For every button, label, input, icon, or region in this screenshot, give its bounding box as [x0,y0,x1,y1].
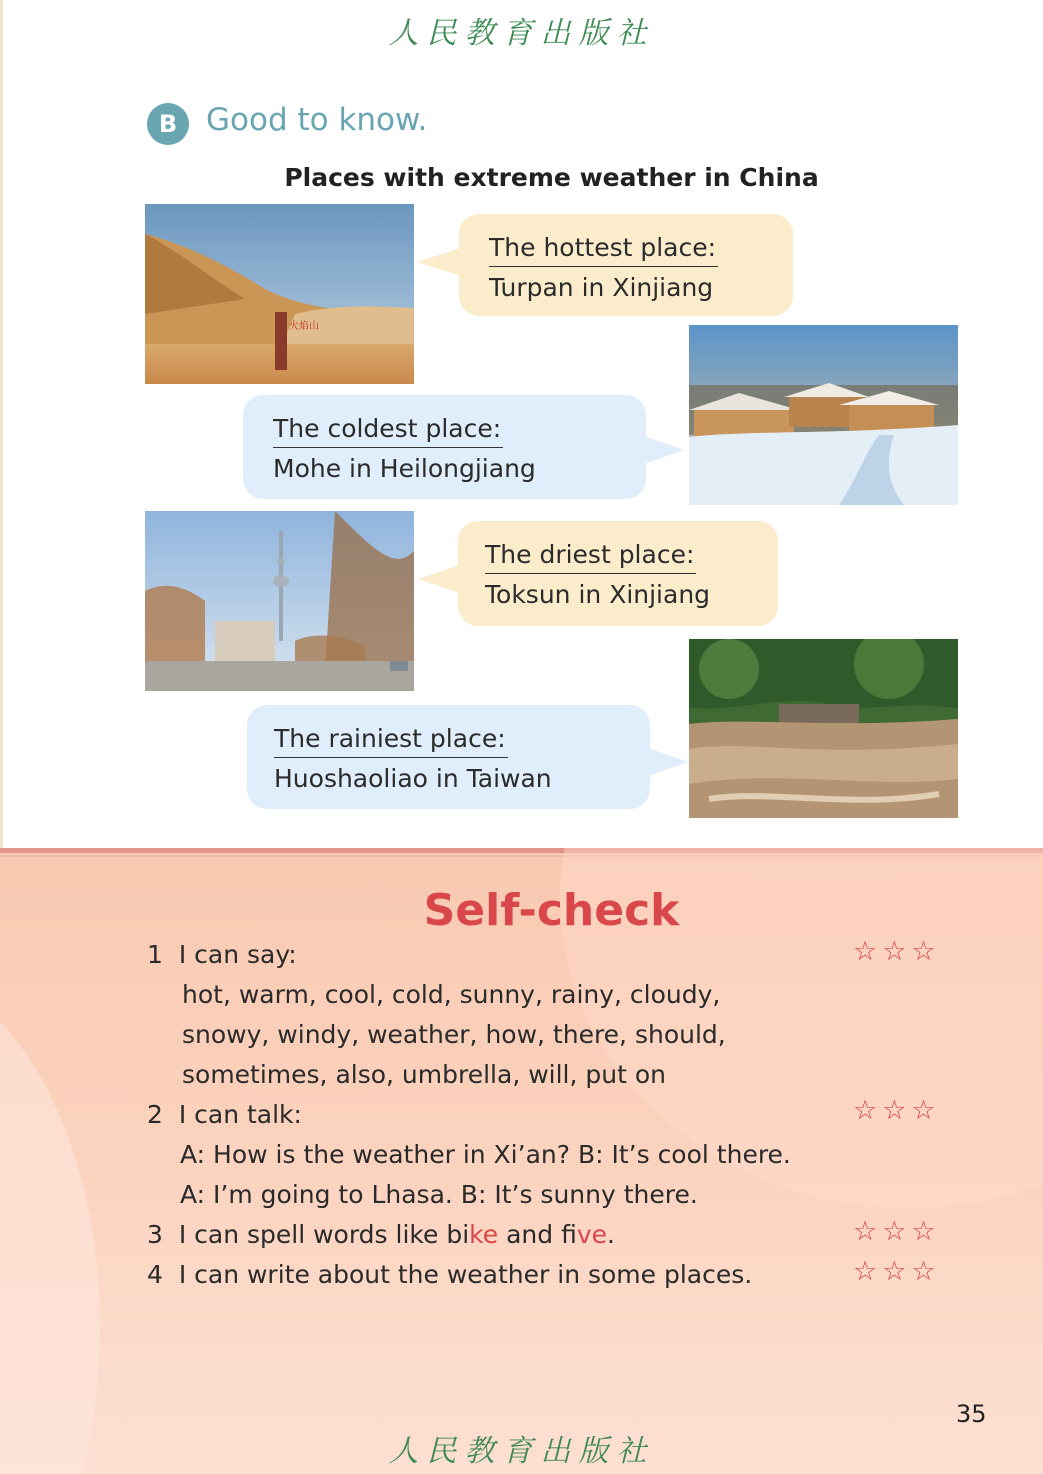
self-check-item-1 [147,935,297,975]
section-subtitle: Places with extreme weather in China [284,163,819,192]
speech-bubble-driest [458,521,778,626]
item-text: I can talk: [178,1100,302,1129]
dialogue-line: A: How is the weather in Xi’an? B: It’s cool there. [180,1140,791,1169]
bubble-place: Turpan in Xinjiang [489,273,714,302]
bubble-tail [644,436,684,464]
self-check-item-3 [147,1215,615,1255]
speech-bubble-hottest [459,214,793,316]
snow-village-photo [689,325,958,505]
bubble-label: The hottest place: [489,230,718,267]
item-sub-line: snowy, windy, weather, how, there, should, [182,1020,726,1049]
item-text: I can say: [178,940,297,969]
star-rating-3[interactable]: ☆☆☆ [853,1216,941,1247]
self-check-item-4 [147,1255,752,1295]
item-text: I can write about the weather in some places. [178,1260,753,1289]
bubble-tail [418,565,460,593]
highlight-letter: e [482,1220,499,1249]
publisher-header: 人民教育出版社 [388,16,655,51]
star-rating-2[interactable]: ☆☆☆ [853,1095,941,1126]
bubble-place: Mohe in Heilongjiang [273,454,536,483]
item-sub-line: sometimes, also, umbrella, will, put on [182,1060,666,1089]
stone-inscription: 火焰山 [289,321,319,332]
bubble-tail [417,248,461,276]
item-number: 1 [147,940,163,969]
section-title: Good to know. [206,102,428,138]
publisher-footer: 人民教育出版社 [388,1434,655,1469]
desert-photo [145,204,414,384]
self-check-title: Self-check [423,885,680,936]
item-text: I can spell words like b [178,1220,463,1249]
item-number: 2 [147,1100,163,1129]
speech-bubble-coldest [243,395,646,499]
tower-town-photo [145,511,414,691]
bubble-label: The driest place: [485,537,696,574]
dialogue-line: A: I’m going to Lhasa. B: It’s sunny there. [180,1180,698,1209]
bubble-label: The rainiest place: [274,721,508,758]
item-sub-line: hot, warm, cool, cold, sunny, rainy, cloudy, [182,980,721,1009]
item-text: . [607,1220,615,1249]
section-badge: B [147,103,189,145]
item-text: and f [498,1220,577,1249]
highlight-letter: e [591,1220,608,1249]
star-rating-1[interactable]: ☆☆☆ [853,936,941,967]
item-number: 4 [147,1260,163,1289]
star-rating-4[interactable]: ☆☆☆ [853,1256,941,1287]
margin-rule [0,0,3,850]
flood-photo [689,639,958,818]
bubble-place: Huoshaoliao in Taiwan [274,764,552,793]
self-check-item-2 [147,1095,302,1135]
speech-bubble-rainiest [247,705,650,809]
bubble-label: The coldest place: [273,411,503,448]
item-number: 3 [147,1220,163,1249]
decorative-shape [0,968,100,1474]
highlight-letter: v [576,1220,592,1249]
highlight-letter: k [469,1220,483,1249]
bubble-place: Toksun in Xinjiang [485,580,711,609]
bubble-tail [648,748,688,776]
page-number: 35 [956,1400,987,1428]
item-text: i [462,1220,470,1249]
